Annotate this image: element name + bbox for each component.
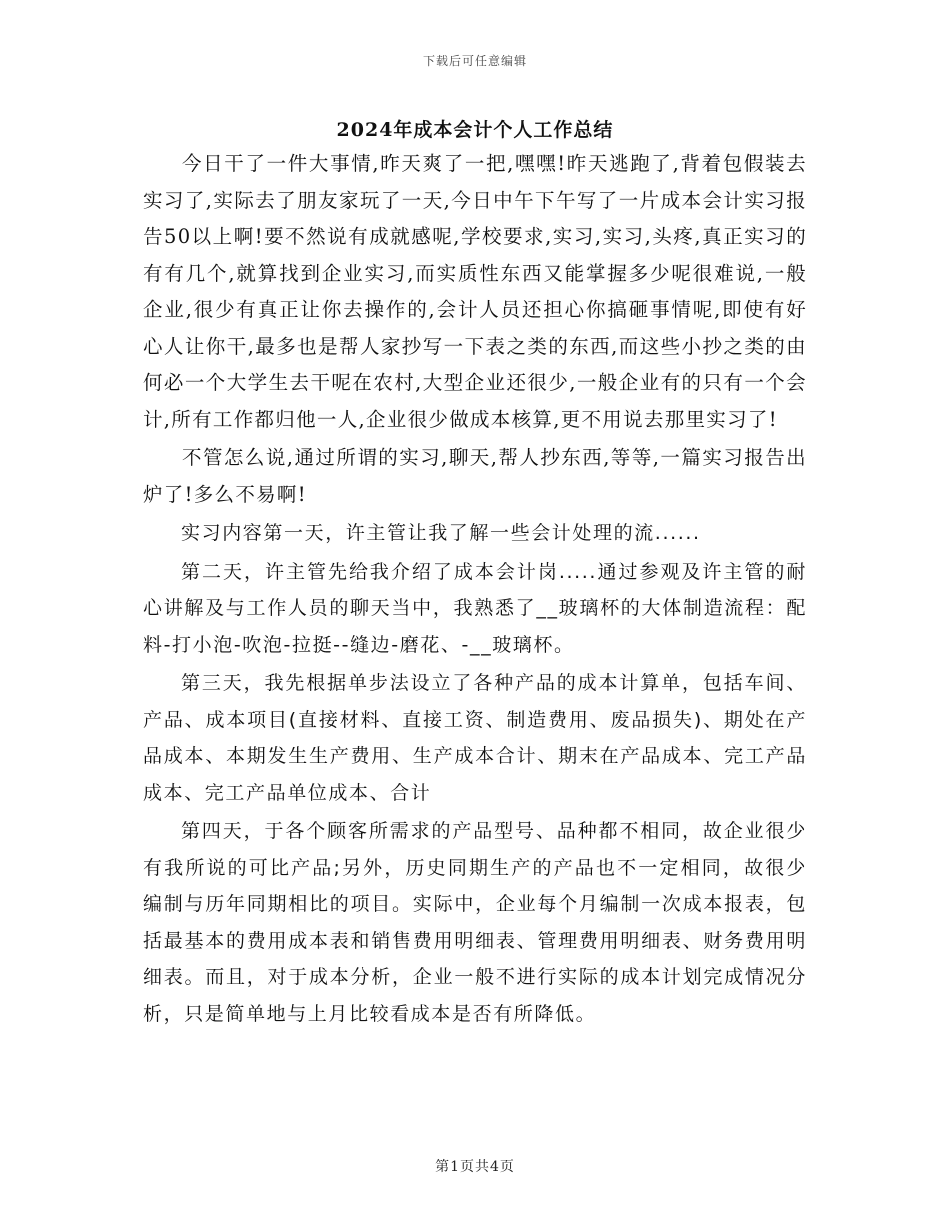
paragraph-4: 第二天，许主管先给我介绍了成本会计岗.....通过参观及许主管的耐心讲解及与工作人员的聊天当中，我熟悉了__玻璃杯的大体制造流程：配料-打小泡-吹泡-拉挺--缝边-磨花、-__玻璃杯。: [143, 560, 807, 656]
header-note: 下载后可任意编辑: [422, 54, 527, 68]
document-body: [143, 146, 807, 1034]
paragraph-6: 第四天，于各个顾客所需求的产品型号、品种都不相同，故企业很少有我所说的可比产品;另外，历史同期生产的产品也不一定相同，故很少编制与历年同期相比的项目。实际中，企业每个月编制一次成本报表，包括最基本的费用成本表和销售费用明细表、管理费用明细表、财务费用明细表。而且，对于成本分析，企业一般不进行实际的成本计划完成情况分析，只是简单地与上月比较看成本是否有所降低。: [143, 820, 807, 1025]
paragraph-5: 第三天，我先根据单步法设立了各种产品的成本计算单，包括车间、产品、成本项目(直接材料、直接工资、制造费用、废品损失)、期处在产品成本、本期发生生产费用、生产成本合计、期末在产品成本、完工产品成本、完工产品单位成本、合计: [143, 672, 807, 804]
paragraph-3: 实习内容第一天，许主管让我了解一些会计处理的流......: [181, 522, 701, 544]
page-number: 第1页共4页: [435, 1159, 515, 1175]
document-title: 2024年成本会计个人工作总结: [336, 119, 614, 141]
paragraph-2: 不管怎么说,通过所谓的实习,聊天,帮人抄东西,等等,一篇实习报告出炉了!多么不易啊!: [143, 446, 807, 506]
paragraph-1: 今日干了一件大事情,昨天爽了一把,嘿嘿!昨天逃跑了,背着包假装去实习了,实际去了朋友家玩了一天,今日中午下午写了一片成本会计实习报告50以上啊!要不然说有成就感呢,学校要求,实习,实习,头疼,真正实习的有有几个,就算找到企业实习,而实质性东西又能掌握多少呢很难说,一般企业,很少有真正让你去操作的,会计人员还担心你搞砸事情呢,即使有好心人让你干,最多也是帮人家抄写一下表之类的东西,而这些小抄之类的由何必一个大学生去干呢在农村,大型企业还很少,一般企业有的只有一个会计,所有工作都归他一人,企业很少做成本核算,更不用说去那里实习了!: [143, 152, 807, 431]
